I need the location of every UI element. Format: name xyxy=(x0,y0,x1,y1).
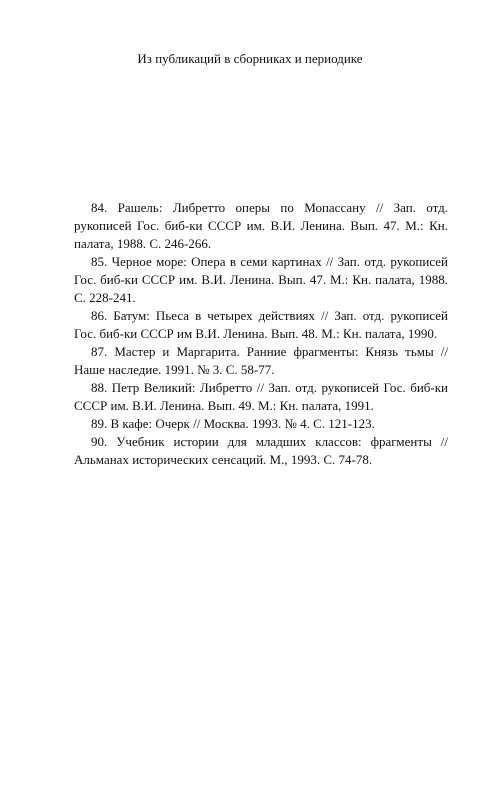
bibliography-entry-88: 88. Петр Великий: Либретто // Зап. отд. рукописей Гос. биб-ки СССР им. В.И. Ленина. Вып. 49. М.: Кн. палата, 1991. xyxy=(74,380,448,413)
bibliography-entry-90: 90. Учебник истории для младших классов: фрагменты // Альманах исторических сенсаций. М., 1993. С. 74-78. xyxy=(74,434,448,467)
bibliography-entry-86: 86. Батум: Пьеса в четырех действиях // Зап. отд. рукописей Гос. биб-ки СССР им В.И. Ленина. Вып. 48. М.: Кн. палата, 1990. xyxy=(74,308,448,341)
bibliography-entry-89: 89. В кафе: Очерк // Москва. 1993. № 4. С. 121-123. xyxy=(91,416,375,431)
bibliography-entry-84: 84. Рашель: Либретто оперы по Мопассану // Зап. отд. рукописей Гос. биб-ки СССР им. В.И. Ленина. Вып. 47. М.: Кн. палата, 1988. С. 246-266. xyxy=(74,200,448,251)
bibliography-entry-87: 87. Мастер и Маргарита. Ранние фрагменты: Князь тьмы // Наше наследие. 1991. № 3. С. 58-77. xyxy=(74,344,448,377)
running-head: Из публикаций в сборниках и периодике xyxy=(137,51,363,66)
bibliography-entry-85: 85. Черное море: Опера в семи картинах // Зап. отд. рукописей Гос. биб-ки СССР им. В.И. Ленина. Вып. 47. М.: Кн. палата, 1988. С. 228-241. xyxy=(74,254,448,305)
bibliography-list xyxy=(74,199,448,469)
